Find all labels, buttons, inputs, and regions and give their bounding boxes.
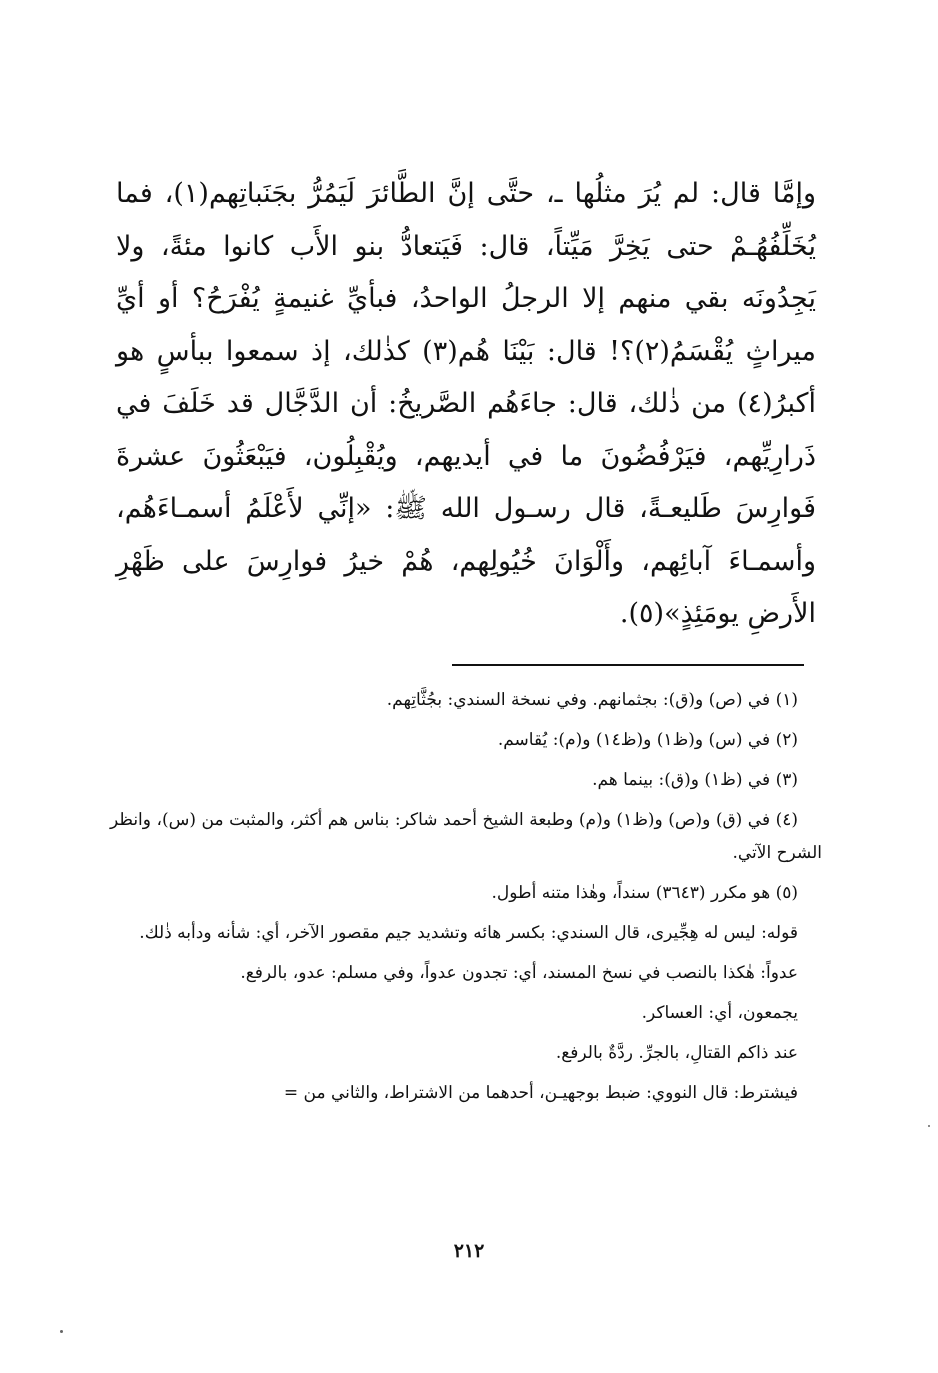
footnote-1: (١) في (ص) و(ق): بجثمانهم. وفي نسخة السندي: بجُثَّاتِهم. <box>386 690 798 710</box>
main-text-block <box>116 168 816 641</box>
commentary-yajmaun: يجمعون، أي: العساكر. <box>641 1003 798 1023</box>
page-number: ٢١٢ <box>453 1240 485 1262</box>
footnote-5: (٥) هو مكرر (٣٦٤٣) سنداً، وهٰذا متنه أطول. <box>491 883 798 903</box>
footnote-4: (٤) في (ق) و(ص) و(ظ١) و(م) وطبعة الشيخ أحمد شاكر: بناس هم أكثر، والمثبت من (س)، وانظر الشرح الآتي. <box>110 810 822 863</box>
main-paragraph: وإمَّا قال: لم يُرَ مثلُها ـ، حتَّى إنَّ الطَّائرَ لَيَمُرُّ بجَنَباتِهم(١)، فما يُخَلِّفُهُـمْ حتى يَخِرَّ مَيِّتاً، قال: فَيَتعادُّ بنو الأَب كانوا مئةً، ولا يَجِدُونَه بقي منهم إلا الرجلُ الواحدُ، فبأيِّ غنيمةٍ يُفْرَحُ؟ أو أيِّ ميراثٍ يُقْسَمُ(٢)؟! قال: بَيْنَا هُم(٣) كذٰلك، إذ سمعوا ببأسٍ هو أكبرُ(٤) من ذٰلك، قال: جاءَهُم الصَّريخُ: أن الدَّجَّال قد خَلَفَ في ذَرارِيِّهم، فيَرْفُضُونَ ما في أيديهم، ويُقْبِلُون، فيَبْعَثُونَ عشرةَ فَوارِسَ طَليعـةً، قال رسـول الله ﷺ: «إنِّي لأَعْلَمُ أسمـاءَهُم، وأسمـاءَ آبائِهم، وأَلْوَانَ خُيُولِهم، هُمْ خيرُ فوارِسَ على ظَهْرِ الأَرضِ يومَئِذٍ»(٥). <box>116 178 816 629</box>
footnote-2: (٢) في (س) و(ظ١) و(ظ١٤) و(م): يُقاسم. <box>497 730 798 750</box>
scan-speck <box>60 1330 63 1333</box>
commentary-aduwwan: عدواً: هٰكذا بالنصب في نسخ المسند، أي: تجدون عدواً، وفي مسلم: عدو، بالرفع. <box>240 963 798 983</box>
commentary-hijjira: قوله: ليس له هِجِّيرى، قال السندي: بكسر هائه وتشديد جيم مقصور الآخر، أي: شأنه ودأبه ذٰلك. <box>139 923 798 943</box>
footnote-separator <box>452 664 804 666</box>
scan-speck <box>928 1125 930 1127</box>
footnote-3: (٣) في (ظ١) و(ق): بينما هم. <box>592 770 798 790</box>
commentary-qital: عند ذاكم القتالِ، بالجرِّ. ردَّةٌ بالرفع. <box>555 1043 798 1063</box>
footnotes-block <box>110 684 822 1117</box>
commentary-yashtarit: فيشترط: قال النووي: ضبط بوجهيـن، أحدهما من الاشتراط، والثاني من = <box>283 1083 798 1103</box>
